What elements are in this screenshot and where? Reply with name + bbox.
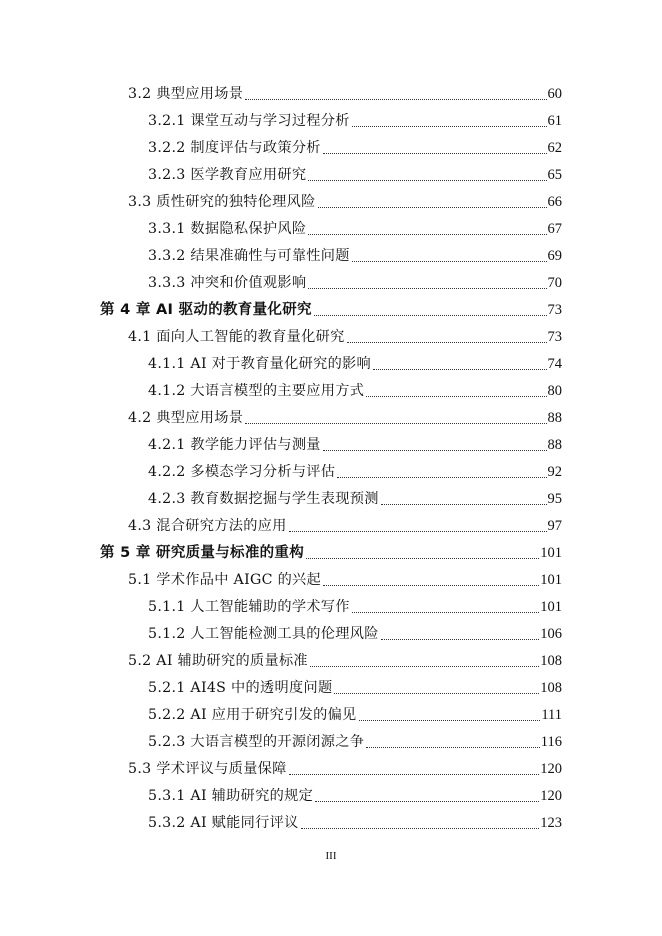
toc-entry-page: 108	[540, 680, 562, 696]
toc-entry-page: 67	[547, 221, 562, 237]
toc-entry-title: 3.3 质性研究的独特伦理风险	[128, 194, 316, 210]
toc-entry[interactable]	[0, 427, 662, 454]
toc-dot-leader	[337, 465, 546, 478]
toc-entry-title: 5.3.2 AI 赋能同行评议	[148, 815, 299, 831]
table-of-contents	[0, 76, 662, 832]
toc-dot-leader	[352, 249, 547, 262]
toc-dot-leader	[308, 222, 546, 235]
toc-entry-title: 5.1 学术作品中 AIGC 的兴起	[128, 572, 322, 588]
toc-dot-leader	[381, 492, 547, 505]
toc-dot-leader	[323, 573, 539, 586]
toc-entry[interactable]	[0, 130, 662, 157]
toc-entry-title: 5.2.1 AI4S 中的透明度问题	[148, 680, 333, 696]
toc-entry-title: 3.3.2 结果准确性与可靠性问题	[148, 248, 350, 264]
toc-entry-page: 65	[547, 167, 562, 183]
toc-entry[interactable]	[0, 508, 662, 535]
toc-entry[interactable]	[0, 76, 662, 103]
toc-entry[interactable]	[0, 103, 662, 130]
toc-dot-leader	[347, 330, 547, 343]
toc-entry-title: 5.1.1 人工智能辅助的学术写作	[148, 599, 350, 615]
toc-entry[interactable]	[0, 319, 662, 346]
toc-entry-page: 70	[547, 275, 562, 291]
toc-dot-leader	[308, 168, 546, 181]
toc-entry-page: 111	[541, 707, 562, 723]
toc-entry[interactable]	[0, 211, 662, 238]
toc-entry-page: 88	[547, 410, 562, 426]
toc-entry[interactable]	[0, 400, 662, 427]
toc-entry[interactable]	[0, 157, 662, 184]
toc-entry-page: 95	[547, 491, 562, 507]
toc-chapter-entry[interactable]	[0, 292, 662, 319]
toc-entry-title: 3.3.1 数据隐私保护风险	[148, 221, 307, 237]
toc-entry-title: 第 5 章 研究质量与标准的重构	[100, 545, 305, 561]
toc-entry-title: 5.2.2 AI 应用于研究引发的偏见	[148, 707, 357, 723]
toc-entry-title: 4.2.1 教学能力评估与测量	[148, 437, 321, 453]
toc-entry-title: 5.3.1 AI 辅助研究的规定	[148, 788, 314, 804]
toc-entry-page: 69	[547, 248, 562, 264]
toc-entry-page: 92	[547, 464, 562, 480]
toc-dot-leader	[301, 816, 540, 829]
toc-entry[interactable]	[0, 184, 662, 211]
toc-entry-page: 120	[540, 788, 562, 804]
toc-entry-page: 101	[540, 545, 562, 561]
toc-entry-page: 66	[547, 194, 562, 210]
toc-entry-title: 4.1.2 大语言模型的主要应用方式	[148, 383, 365, 399]
toc-entry-page: 123	[540, 815, 562, 831]
toc-entry-title: 4.1 面向人工智能的教育量化研究	[128, 329, 345, 345]
toc-dot-leader	[334, 681, 539, 694]
toc-entry[interactable]	[0, 697, 662, 724]
toc-entry-title: 3.2 典型应用场景	[128, 86, 244, 102]
page-number: III	[325, 850, 337, 862]
toc-entry-title: 4.2.3 教育数据挖掘与学生表现预测	[148, 491, 379, 507]
toc-dot-leader	[308, 276, 546, 289]
toc-entry-title: 4.3 混合研究方法的应用	[128, 518, 287, 534]
toc-entry-page: 80	[547, 383, 562, 399]
toc-entry-page: 73	[547, 302, 562, 318]
toc-dot-leader	[310, 654, 539, 667]
toc-entry[interactable]	[0, 481, 662, 508]
toc-dot-leader	[381, 627, 540, 640]
toc-entry-title: 3.2.2 制度评估与政策分析	[148, 140, 321, 156]
toc-entry-page: 106	[540, 626, 562, 642]
toc-dot-leader	[306, 546, 539, 559]
toc-entry-title: 4.1.1 AI 对于教育量化研究的影响	[148, 356, 372, 372]
toc-entry-page: 101	[540, 599, 562, 615]
toc-entry[interactable]	[0, 373, 662, 400]
toc-dot-leader	[314, 303, 547, 316]
toc-entry-page: 60	[547, 86, 562, 102]
toc-entry-page: 73	[547, 329, 562, 345]
toc-entry-title: 5.2 AI 辅助研究的质量标准	[128, 653, 308, 669]
toc-chapter-entry[interactable]	[0, 535, 662, 562]
toc-dot-leader	[315, 789, 539, 802]
toc-entry-page: 101	[540, 572, 562, 588]
toc-entry[interactable]	[0, 454, 662, 481]
toc-entry[interactable]	[0, 238, 662, 265]
toc-entry-title: 3.2.1 课堂互动与学习过程分析	[148, 113, 350, 129]
toc-entry[interactable]	[0, 751, 662, 778]
toc-entry[interactable]	[0, 265, 662, 292]
toc-entry[interactable]	[0, 616, 662, 643]
toc-dot-leader	[366, 384, 546, 397]
toc-entry-title: 4.2 典型应用场景	[128, 410, 244, 426]
toc-entry-title: 5.1.2 人工智能检测工具的伦理风险	[148, 626, 379, 642]
toc-entry[interactable]	[0, 805, 662, 832]
toc-entry[interactable]	[0, 562, 662, 589]
toc-entry-title: 3.2.3 医学教育应用研究	[148, 167, 307, 183]
toc-entry-title: 第 4 章 AI 驱动的教育量化研究	[100, 302, 312, 318]
toc-dot-leader	[373, 357, 546, 370]
toc-dot-leader	[323, 438, 547, 451]
toc-dot-leader	[245, 87, 546, 100]
toc-dot-leader	[359, 708, 541, 721]
toc-dot-leader	[323, 141, 547, 154]
toc-entry[interactable]	[0, 778, 662, 805]
toc-entry[interactable]	[0, 346, 662, 373]
toc-entry-title: 3.3.3 冲突和价值观影响	[148, 275, 307, 291]
toc-entry-page: 88	[547, 437, 562, 453]
toc-dot-leader	[289, 762, 540, 775]
toc-entry-page: 61	[547, 113, 562, 129]
toc-dot-leader	[289, 519, 547, 532]
toc-entry[interactable]	[0, 724, 662, 751]
toc-entry[interactable]	[0, 643, 662, 670]
toc-entry[interactable]	[0, 589, 662, 616]
toc-entry-page: 62	[547, 140, 562, 156]
toc-dot-leader	[245, 411, 546, 424]
toc-dot-leader	[318, 195, 547, 208]
toc-entry-title: 5.2.3 大语言模型的开源闭源之争	[148, 734, 365, 750]
toc-entry-page: 74	[547, 356, 562, 372]
toc-entry-page: 108	[540, 653, 562, 669]
toc-entry-title: 4.2.2 多模态学习分析与评估	[148, 464, 336, 480]
toc-dot-leader	[366, 735, 540, 748]
toc-entry-page: 97	[547, 518, 562, 534]
toc-entry-page: 120	[540, 761, 562, 777]
toc-entry[interactable]	[0, 670, 662, 697]
toc-entry-title: 5.3 学术评议与质量保障	[128, 761, 287, 777]
toc-entry-page: 116	[540, 734, 562, 750]
toc-dot-leader	[352, 600, 539, 613]
toc-dot-leader	[352, 114, 547, 127]
